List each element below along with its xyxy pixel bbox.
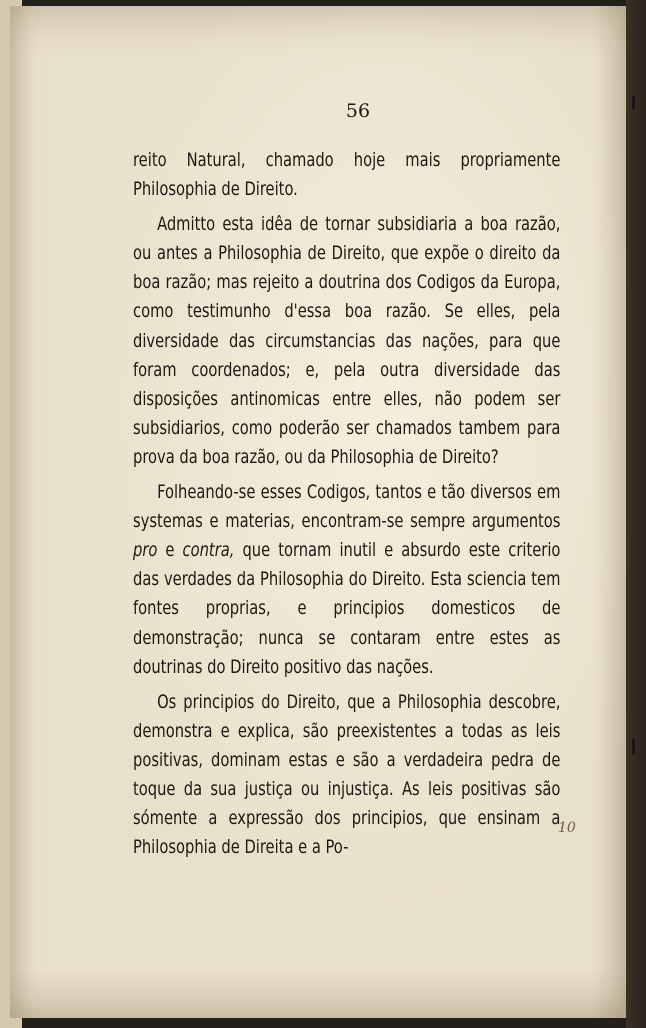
body-text <box>133 146 560 862</box>
paragraph-3-part-b: e <box>157 539 183 562</box>
paragraph-1: reito Natural, chamado hoje mais propriamente Philosophia de Direito. <box>133 149 561 201</box>
paragraph-3-part-a: Folheando-se esses Codigos, tantos e tão diversos em systemas e materias, encontram-se sempre argumentos <box>133 481 561 533</box>
page-number: 56 <box>345 100 371 122</box>
edge-mark <box>632 96 635 110</box>
paragraph-4: Os principios do Direito, que a Philosophia descobre, demonstra e explica, são preexistentes a todas as leis positivas, dominam estas e são a verdadeira pedra de toque da sua justiça ou injustiça. As leis positivas são sómente a expressão dos principios, que ensinam a Philosophia de Direita e a Po- <box>133 690 561 859</box>
paragraph-3 <box>133 478 560 682</box>
paragraph-3-part-c: que tornam inutil e absurdo este criterio das verdades da Philosophia do Direito. Esta sciencia tem fontes proprias, e principios domesticos de demonstração; nunca se contaram entre estes as doutrinas do Direito positivo das nações. <box>133 539 561 678</box>
emphasis-pro: pro <box>133 539 158 562</box>
margin-pencil-note: 10 <box>558 820 576 836</box>
emphasis-contra: contra, <box>182 539 235 562</box>
paragraph-2: Admitto esta idêa de tornar subsidiaria a boa razão, ou antes a Philosophia de Direito, que expõe o direito da boa razão; mas rejeito a doutrina dos Codigos da Europa, como testimunho d'essa boa razão. Se elles, pela diversidade das circumstancias das nações, para que foram coordenados; e, pela outra diversidade das disposições antinomicas entre elles, não podem ser subsidiarios, como poderão ser chamados tambem para prova da boa razão, ou da Philosophia de Direito? <box>133 213 561 468</box>
edge-mark <box>632 738 635 754</box>
binding-gutter <box>626 0 646 1028</box>
